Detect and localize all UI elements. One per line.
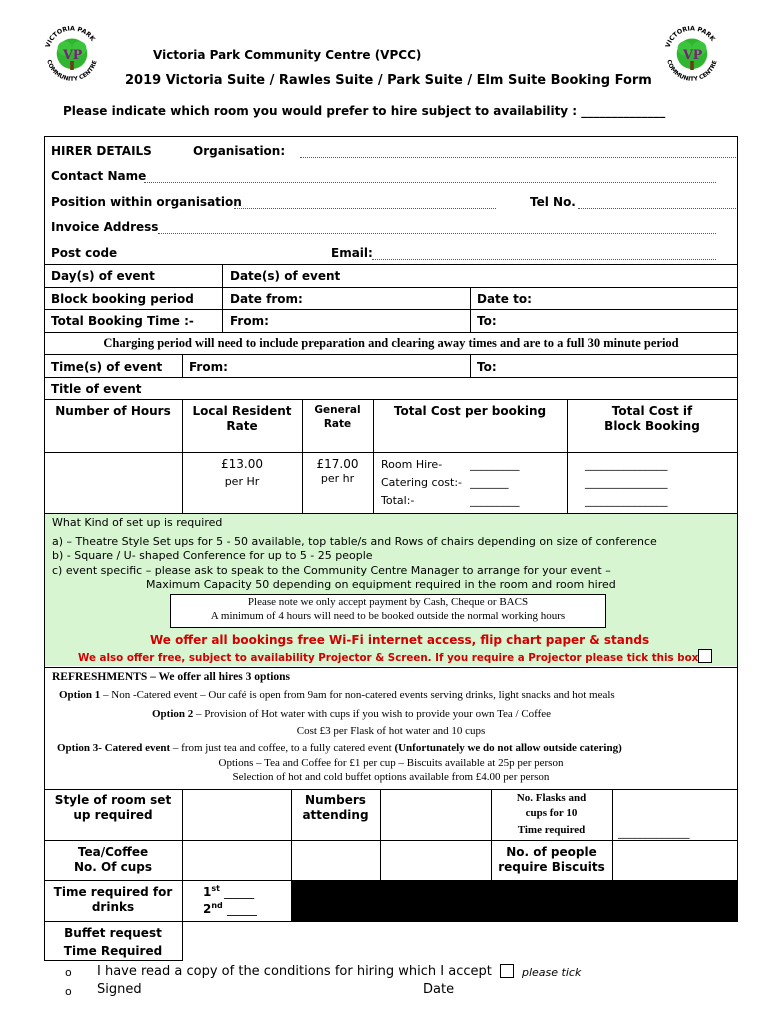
local-unit: per Hr [224, 475, 260, 488]
tea-label-2: No. Of cups [73, 860, 152, 874]
title-of-event-label: Title of event [51, 382, 142, 396]
svg-text:COMMUNITY CENTRE: COMMUNITY CENTRE [665, 59, 719, 83]
form-title: 2019 Victoria Suite / Rawles Suite / Park Suite / Elm Suite Booking Form [125, 73, 652, 88]
invoice-address-field[interactable] [158, 233, 716, 234]
setup-question: What Kind of set up is required [52, 516, 223, 529]
option-2-text: – Provision of Hot water with cups if you wish to provide your own Tea / Coffee [193, 708, 552, 720]
style-field[interactable] [183, 790, 290, 839]
contact-name-field[interactable] [144, 182, 716, 183]
email-label: Email: [331, 246, 373, 260]
option-3-line-3: Selection of hot and cold buffet options available from £4.00 per person [232, 771, 550, 783]
cost-header: Total Cost per booking [393, 404, 547, 418]
svg-text:COMMUNITY CENTRE: COMMUNITY CENTRE [45, 59, 99, 83]
flasks-label-2: cups for 10 [525, 807, 578, 819]
local-rate-header-1: Local Resident [192, 404, 292, 418]
organisation-label: Organisation: [193, 144, 286, 158]
date-label: Date [423, 982, 455, 997]
tel-label: Tel No. [530, 195, 576, 209]
local-price: £13.00 [221, 457, 263, 471]
numbers-label-2: attending [302, 808, 369, 822]
svg-text:VP: VP [63, 47, 83, 63]
option-2-label: Option 2 [152, 708, 194, 720]
offer-wifi: We offer all bookings free Wi-Fi internet access, flip chart paper & stands [150, 633, 650, 647]
time-drinks-label-2: drinks [91, 900, 135, 914]
projector-checkbox[interactable] [698, 649, 712, 663]
catering-field[interactable]: _______ [470, 476, 509, 489]
email-field[interactable] [372, 259, 716, 260]
hours-header: Number of Hours [55, 404, 171, 418]
setup-option-b: b) - Square / U- shaped Conference for up to 5 - 25 people [52, 549, 373, 562]
refreshment-option-1 [59, 689, 615, 701]
option-3-label: Option 3- Catered event [57, 742, 171, 754]
general-unit: per hr [320, 472, 355, 485]
days-label: Day(s) of event [51, 269, 155, 283]
tea-label-1: Tea/Coffee [77, 845, 149, 859]
conditions-checkbox[interactable] [500, 964, 514, 978]
capacity-note: Maximum Capacity 50 depending on equipment required in the room and room hired [146, 578, 616, 591]
block-cost-header-2: Block Booking [604, 419, 700, 433]
booking-to-label: To: [477, 314, 497, 328]
catering-label: Catering cost:- [381, 476, 463, 489]
position-field[interactable] [234, 208, 496, 209]
second-blank: _____ [226, 902, 257, 916]
setup-option-c: c) event specific – please ask to speak to the Community Centre Manager to arrange for your event – [52, 564, 611, 577]
buffet-label-2: Time Required [63, 944, 163, 958]
biscuits-label-2: require Biscuits [498, 860, 605, 874]
block-booking-label: Block booking period [51, 292, 194, 306]
room-hire-label: Room Hire- [381, 458, 443, 471]
total-label: Total:- [381, 494, 415, 507]
local-rate-header-2: Rate [226, 419, 258, 433]
option-3-text: – from just tea and coffee, to a fully catered event [170, 742, 395, 754]
vpcc-logo-left [36, 16, 108, 88]
organisation-field[interactable] [300, 157, 736, 158]
first-suffix: st [211, 884, 220, 893]
second-number: 2 [203, 902, 212, 916]
dates-label: Date(s) of event [230, 269, 341, 283]
times-from-label: From: [189, 360, 228, 374]
option-3-line-2: Options – Tea and Coffee for £1 per cup – Biscuits available at 25p per person [218, 757, 564, 769]
first-blank: _____ [224, 885, 255, 899]
general-price: £17.00 [316, 457, 359, 471]
numbers-label-1: Numbers [305, 793, 366, 807]
svg-text:VICTORIA PARK: VICTORIA PARK [664, 25, 717, 49]
times-label: Time(s) of event [51, 360, 163, 374]
flasks-field[interactable]: _____________ [618, 826, 690, 839]
option-1-text: – Non -Catered event – Our café is open from 9am for non-catered events serving drinks, light snacks and hot meals [100, 689, 615, 701]
first-number: 1 [203, 885, 212, 899]
payment-note-1: Please note we only accept payment by Cash, Cheque or BACS [247, 596, 529, 608]
vpcc-logo-right [656, 16, 728, 88]
svg-text:VP: VP [683, 47, 703, 63]
date-from-label: Date from: [230, 292, 303, 306]
svg-text:VICTORIA PARK: VICTORIA PARK [44, 25, 97, 49]
postcode-label: Post code [51, 246, 118, 260]
contact-name-label: Contact Name [51, 169, 147, 183]
general-rate-header-1: General [314, 404, 361, 416]
total-field[interactable]: _________ [470, 494, 520, 507]
total-booking-time-label: Total Booking Time :- [51, 314, 194, 328]
conditions-text: I have read a copy of the conditions for hiring which I accept [97, 964, 492, 979]
time-drinks-label-1: Time required for [53, 885, 173, 899]
payment-note-2: A minimum of 4 hours will need to be booked outside the normal working hours [210, 610, 566, 622]
second-time-field[interactable] [203, 901, 257, 916]
room-prompt[interactable]: Please indicate which room you would prefer to hire subject to availability : ______________ [63, 104, 666, 118]
option-3-note: (Unfortunately we do not allow outside catering) [394, 742, 622, 754]
block-cost-field-1[interactable]: _______________ [585, 458, 668, 471]
option-2-cost: Cost £3 per Flask of hot water and 10 cups [296, 725, 486, 737]
style-label-1: Style of room set [54, 793, 172, 807]
block-cost-header-1: Total Cost if [611, 404, 693, 418]
bullet-1: o [65, 966, 72, 979]
general-rate-header-2: Rate [323, 418, 352, 430]
refreshments-heading [52, 671, 290, 683]
refreshments-heading-rest: – We offer all hires 3 options [147, 671, 291, 683]
signed-label: Signed [97, 982, 142, 997]
bullet-2: o [65, 985, 72, 998]
style-label-2: up required [73, 808, 153, 822]
block-cost-field-2[interactable]: _______________ [585, 476, 668, 489]
hirer-details-label: HIRER DETAILS [51, 144, 152, 158]
refreshments-heading-bold: REFRESHMENTS [52, 671, 148, 683]
date-to-label: Date to: [477, 292, 532, 306]
setup-option-a: a) – Theatre Style Set ups for 5 - 50 available, top table/s and Rows of chairs depending on size of conference [52, 535, 657, 548]
tea-cups-field[interactable] [183, 841, 290, 879]
offer-projector: We also offer free, subject to availability Projector & Screen. If you require a Projector please tick this box [78, 652, 699, 664]
option-1-label: Option 1 [59, 689, 101, 701]
blacked-out-cells [291, 880, 737, 921]
buffet-label-1: Buffet request [64, 926, 162, 940]
payment-note-box [170, 594, 606, 628]
second-suffix: nd [211, 901, 223, 910]
tel-field[interactable] [578, 208, 736, 209]
please-tick-label: please tick [522, 966, 582, 979]
org-name: Victoria Park Community Centre (VPCC) [153, 48, 422, 62]
refreshment-option-3 [57, 742, 622, 754]
first-time-field[interactable] [203, 884, 254, 899]
charging-note: Charging period will need to include preparation and clearing away times and are to a full 30 minute period [103, 336, 679, 350]
room-hire-field[interactable]: _________ [470, 458, 520, 471]
booking-from-label: From: [230, 314, 269, 328]
refreshment-option-2 [152, 708, 551, 720]
biscuits-label-1: No. of people [506, 845, 597, 859]
position-label: Position within organisation [51, 195, 242, 209]
block-cost-field-3[interactable]: _______________ [585, 494, 668, 507]
invoice-address-label: Invoice Address [51, 220, 159, 234]
numbers-field[interactable] [381, 790, 490, 839]
flasks-label-3: Time required [517, 824, 586, 836]
biscuits-field[interactable] [613, 841, 736, 879]
flasks-label-1: No. Flasks and [516, 792, 587, 804]
times-to-label: To: [477, 360, 497, 374]
